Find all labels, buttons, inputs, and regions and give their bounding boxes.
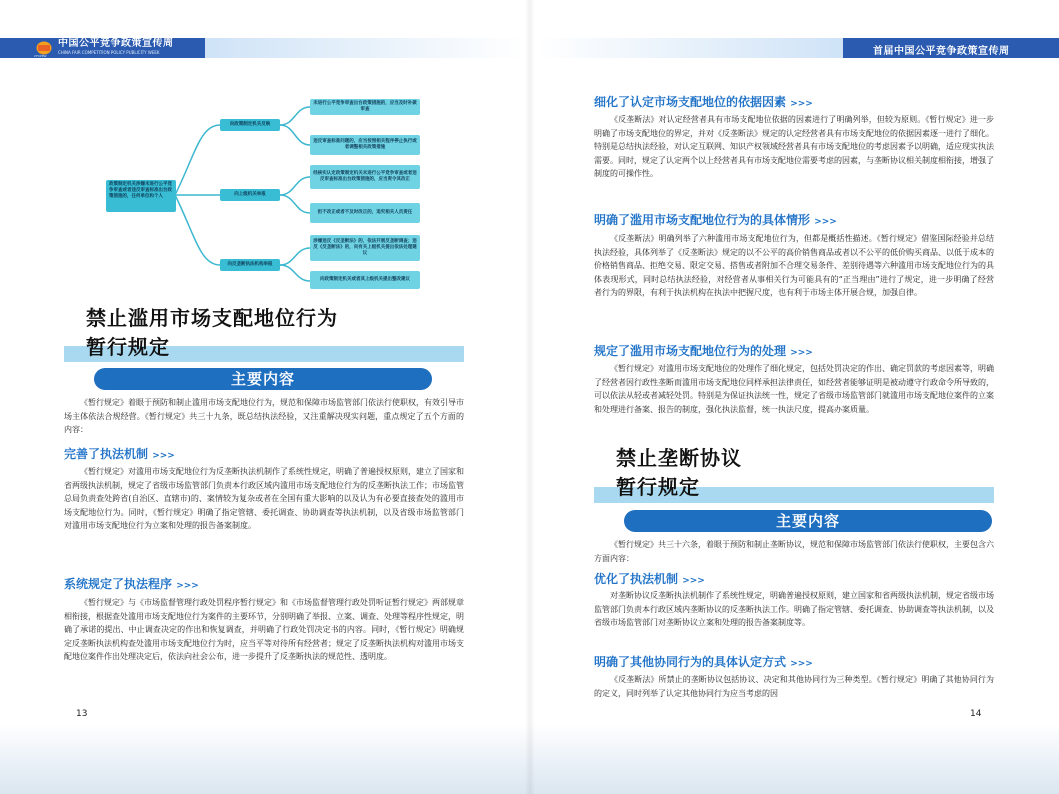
arrow-icon: >>> <box>682 576 705 586</box>
right-section7-paragraph: 《反垄断法》所禁止的垄断协议包括协议、决定和其他协同行为三种类型。《暂行规定》明确了其他协同行为的定义，同时列举了认定其他协同行为应当考虑的因 <box>594 675 994 698</box>
left-intro-paragraph: 《暂行规定》着眼于预防和制止滥用市场支配地位行为，规范和保障市场监管部门依法行使职权，有效引导市场主体依法合规经营。《暂行规定》共三十九条，既总结执法经验，又注重解决现实问题，重点规定了五个方面的内容： <box>64 398 464 435</box>
mind-map-branch: 向反垄断执法机构举报 <box>220 259 280 271</box>
left-section2-paragraph: 《暂行规定》与《市场监督管理行政处罚程序暂行规定》和《市场监督管理行政处罚听证暂行规定》两部规章相衔接，根据查处滥用市场支配地位行为案件的主要环节，分别明确了举报、立案、调查、处理等程序性规定，明确了承诺的提出、中止调查决定的作出和恢复调查，并明确了行政处罚决定书的内容。同时，《暂行规定》明确规定反垄断执法机构查处滥用市场支配地位行为时，应当平等对待所有经营者；规定了反垄断执法机构对滥用市场支配地位案件作出处理决定后，依法向社会公布，进一步提升了反垄断执法的规范性、透明度。 <box>64 598 464 662</box>
right-section3-paragraph: 《反垄断法》对认定经营者具有市场支配地位依据的因素进行了明确列举，但较为原则。《暂行规定》进一步明确了市场支配地位的界定，并对《反垄断法》规定的认定经营者具有市场支配地位的依据因素逐一进行了细化。特别是总结执法经验，对认定互联网、知识产权领域经营者具有市场支配地位的考虑因素予以明确，适应现实执法需要。同时，规定了认定两个以上经营者具有市场支配地位需要考虑的因素，与垄断协议相关制度相衔接，增强了制度的可操作性。 <box>594 115 994 179</box>
page-number-left: 13 <box>76 709 88 719</box>
mind-map <box>100 95 430 295</box>
arrow-icon: >>> <box>790 659 813 669</box>
section-heading-text: 完善了执法机制 <box>64 447 149 461</box>
mind-map-leaf: 向政策制定机关或者其上级机关提出整改建议 <box>310 271 420 289</box>
mind-map-root: 政策制定机关涉嫌未进行公平竞争审查或者违反审查标准出台政策措施的，任何单位和个人 <box>106 180 176 212</box>
right-section5-paragraph: 《暂行规定》对滥用市场支配地位的处理作了细化规定，包括处罚决定的作出、确定罚款的考虑因素等，明确了经营者因行政性垄断而滥用市场支配地位同样承担法律责任，如经营者能够证明是被动遵守行政命令所导致的，可以依法从轻或者减轻处罚。特别是为保证执法统一性，规定了省级市场监管部门就滥用市场支配地位案件的立案和处理进行备案、报告的制度，强化执法监督，统一执法尺度，提高办案质量。 <box>594 364 994 414</box>
right-section4-heading <box>594 212 837 230</box>
section-heading-text: 系统规定了执法程序 <box>64 577 173 591</box>
section-heading-text: 明确了滥用市场支配地位行为的具体情形 <box>594 213 811 227</box>
right-main-content-box: 主要内容 <box>624 510 992 532</box>
left-section1-paragraph: 《暂行规定》对滥用市场支配地位行为反垄断执法机制作了系统性规定，明确了普遍授权原则，建立了国家和省两级执法机制，规定了省级市场监管部门负责本行政区域内滥用市场支配地位行为的反垄断执法工作；市场监管总局负责查处跨省(自治区、直辖市)的、案情较为复杂或者在全国有重大影响的以及认为有必要直接查处的滥用市场支配地位行为。同时，《暂行规定》明确了指定管辖、委托调查、协助调查等执法机制，以及省级市场监管部门对滥用市场支配地位行为立案和处理的报告备案制度。 <box>64 467 464 531</box>
arrow-icon: >>> <box>790 99 813 109</box>
header-left-tiny: CFCPPW <box>34 54 47 58</box>
mind-map-leaf: 涉嫌违反《反垄断法》的，依法开展反垄断调查；违反《反垄断法》的，向有关上级机关提出依法处理建议 <box>310 235 420 261</box>
left-title-line2: 暂行规定 <box>86 335 170 359</box>
mind-map-leaf: 未进行公平竞争审查出台政策措施的，应当及时补做审查 <box>310 99 420 115</box>
left-section2-heading <box>64 576 199 594</box>
logo-icon <box>36 41 52 55</box>
arrow-icon: >>> <box>790 348 813 358</box>
right-intro-paragraph: 《暂行规定》共三十六条，着眼于预防和制止垄断协议，规范和保障市场监管部门依法行使职权，主要包含六方面内容： <box>594 540 994 563</box>
arrow-icon: >>> <box>176 581 199 591</box>
arrow-icon: >>> <box>814 217 837 227</box>
mind-map-branch: 向政策制定机关反映 <box>220 119 280 131</box>
mind-map-leaf: 经核实认定政策制定机关未进行公平竞争审查或者违反审查标准出台政策措施的，应当责令其改正 <box>310 165 420 189</box>
right-section6-paragraph: 对垄断协议反垄断执法机制作了系统性规定，明确普遍授权原则，建立国家和省两级执法机制，规定省级市场监管部门负责本行政区域内垄断协议的反垄断执法工作。明确了指定管辖、委托调查、协助调查等执法机制，以及省级市场监管部门对垄断协议立案和处理的报告备案制度等。 <box>594 591 994 628</box>
right-title-line2: 暂行规定 <box>616 475 700 499</box>
section-heading-text: 规定了滥用市场支配地位行为的处理 <box>594 344 787 358</box>
right-title-line1: 禁止垄断协议 <box>616 446 742 470</box>
right-section4-paragraph: 《反垄断法》明确列举了六种滥用市场支配地位行为，但都是概括性描述。《暂行规定》借鉴国际经验并总结执法经验，具体列举了《反垄断法》规定的以不公平的高价销售商品或者以不公平的低价购买商品、以低于成本的价格销售商品、拒绝交易、限定交易、搭售或者附加不合理交易条件、差别待遇等六种滥用市场支配地位行为的具体表现形式，同时总结执法经验，对经营者从事相关行为可能具有的“正当理由”进行了规定，进一步明确了经营者行为的界限，有利于执法机构在执法中把握尺度，也有利于市场主体开展合规，加强自律。 <box>594 234 994 298</box>
left-main-content-box: 主要内容 <box>94 368 432 390</box>
left-section1-heading <box>64 446 175 464</box>
right-section6-heading <box>594 571 705 589</box>
header-right-stripe <box>535 38 843 58</box>
page-number-right: 14 <box>970 709 982 719</box>
mind-map-leaf: 违反审查标准问题的，应当按照相关程序停止执行或者调整相关政策措施 <box>310 135 420 155</box>
page-gutter <box>525 0 535 794</box>
right-section5-heading <box>594 343 813 361</box>
header-right-title: 首届中国公平竞争政策宣传周 <box>873 46 1010 57</box>
section-heading-text: 明确了其他协同行为的具体认定方式 <box>594 655 787 669</box>
header-left-subtitle: CHINA FAIR COMPETITION POLICY PUBLICITY WEEK <box>58 50 160 55</box>
mind-map-leaf: 拒不改正或者不及时改正的，追究相关人员责任 <box>310 203 420 223</box>
right-section7-heading <box>594 654 813 672</box>
left-title-line1: 禁止滥用市场支配地位行为 <box>86 306 338 330</box>
mind-map-branch: 向上级机关举报 <box>220 189 280 201</box>
header-left-stripe <box>205 38 525 58</box>
right-section3-heading <box>594 94 813 112</box>
header-left-title: 中国公平竞争政策宣传周 <box>58 38 174 49</box>
section-heading-text: 优化了执法机制 <box>594 572 679 586</box>
section-heading-text: 细化了认定市场支配地位的依据因素 <box>594 95 787 109</box>
arrow-icon: >>> <box>152 451 175 461</box>
